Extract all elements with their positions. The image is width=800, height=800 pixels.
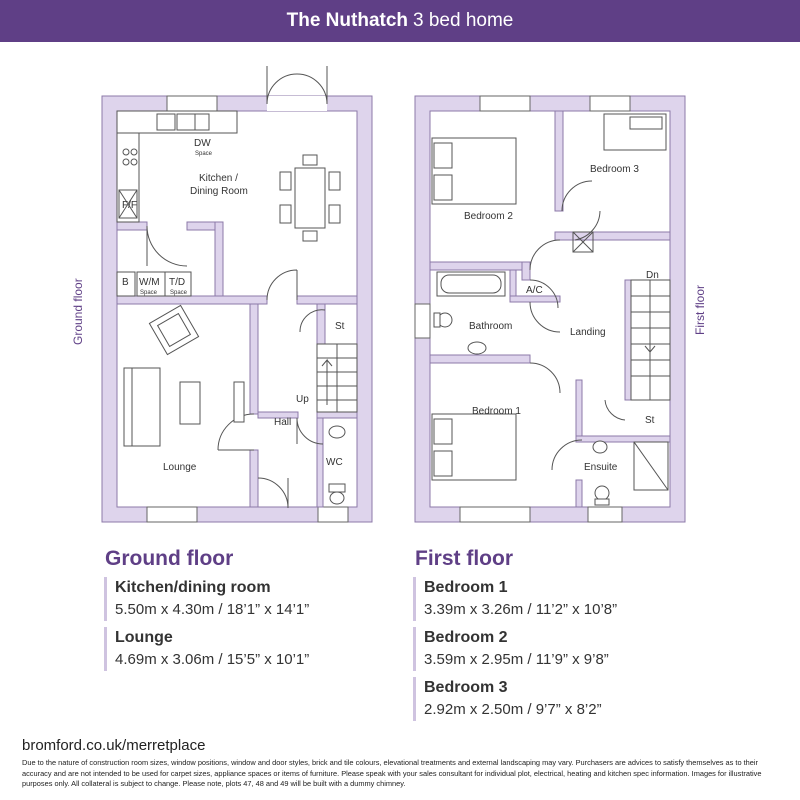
label-dn: Dn: [646, 270, 659, 281]
room-name: Bedroom 2: [424, 629, 508, 646]
website-link[interactable]: bromford.co.uk/merretplace: [22, 737, 206, 754]
ground-floor-title: Ground floor: [105, 547, 234, 570]
dining-table: [280, 155, 340, 241]
first-window-bed3: [590, 96, 630, 111]
label-b: B: [122, 277, 129, 288]
house-name: The Nuthatch: [286, 10, 409, 31]
first-window-bed1: [460, 507, 530, 522]
label-td-space: Space: [170, 290, 188, 296]
room-lounge: [104, 627, 309, 671]
label-ff: F/F: [122, 200, 137, 211]
label-kitchen-2: Dining Room: [190, 186, 248, 197]
room-bedroom2: [413, 627, 609, 671]
ground-window-lounge: [147, 507, 197, 522]
room-dims: 5.50m x 4.30m / 18’1” x 14’1”: [115, 601, 310, 618]
room-dims: 3.59m x 2.95m / 11’9” x 9’8”: [424, 651, 609, 668]
ground-stairs: [317, 344, 357, 412]
label-landing: Landing: [570, 327, 606, 338]
label-wm: W/M: [139, 277, 160, 288]
ground-window-top: [167, 96, 217, 111]
room-kitchen-dining: [104, 577, 309, 621]
label-ac: A/C: [526, 285, 543, 296]
ground-floor-plan: [71, 66, 372, 522]
disclaimer-text: Due to the nature of construction room sizes, window positions, window and door styles, brick and tile colours, elevational treatments and external landscaping may vary. Purchasers are advices to satisfy themselves as to their accuracy and are not intended to be used for carpet sizes, appliance spaces or items of furniture. Please speak with your sales consultant for individual plot, electrical, heating and kitchen spec information. Images for illustrative purposes only. All collateral is subject to change. Please note, plots 47, 48 and 49 will be built with a dummy chimney.: [22, 758, 762, 788]
first-floor-title: First floor: [415, 547, 513, 570]
room-bedroom3: [413, 677, 602, 721]
lounge-furniture: [124, 305, 244, 446]
first-window-ensuite: [588, 507, 622, 522]
first-stairs: [631, 280, 670, 400]
first-floor-side-label: First floor: [693, 284, 707, 335]
first-window-bath: [415, 304, 430, 338]
label-st-first: St: [645, 415, 655, 426]
room-dims: 2.92m x 2.50m / 9’7” x 8’2”: [424, 701, 602, 718]
ground-window-wc: [318, 507, 348, 522]
page-header: [0, 0, 800, 42]
room-dims: 4.69m x 3.06m / 15’5” x 10’1”: [115, 651, 310, 668]
label-lounge: Lounge: [163, 462, 197, 473]
first-floor-plan: [415, 96, 707, 522]
first-window-bed2: [480, 96, 530, 111]
label-kitchen-1: Kitchen /: [199, 173, 238, 184]
label-hall: Hall: [274, 417, 292, 428]
room-name: Bedroom 3: [424, 679, 508, 696]
label-wc: WC: [326, 457, 343, 468]
room-name: Lounge: [115, 629, 173, 646]
label-bathroom: Bathroom: [469, 321, 513, 332]
room-bedroom1: [413, 577, 617, 621]
room-name: Bedroom 1: [424, 579, 508, 596]
house-subtitle: 3 bed home: [413, 10, 514, 31]
label-bedroom2: Bedroom 2: [464, 211, 513, 222]
label-bedroom1: Bedroom 1: [472, 406, 521, 417]
ground-floor-side-label: Ground floor: [71, 278, 85, 345]
label-wm-space: Space: [140, 290, 158, 296]
label-dw-space: Space: [195, 151, 213, 157]
french-door-opening: [267, 96, 327, 111]
label-td: T/D: [169, 277, 186, 288]
label-ensuite: Ensuite: [584, 462, 618, 473]
room-dims: 3.39m x 3.26m / 11’2” x 10’8”: [424, 601, 618, 618]
label-dw: DW: [194, 138, 211, 149]
label-st-ground: St: [335, 321, 345, 332]
label-bedroom3: Bedroom 3: [590, 164, 639, 175]
ground-internal-walls: [117, 222, 357, 507]
label-up: Up: [296, 394, 309, 405]
room-name: Kitchen/dining room: [115, 579, 271, 596]
floor-plans: [0, 42, 800, 542]
